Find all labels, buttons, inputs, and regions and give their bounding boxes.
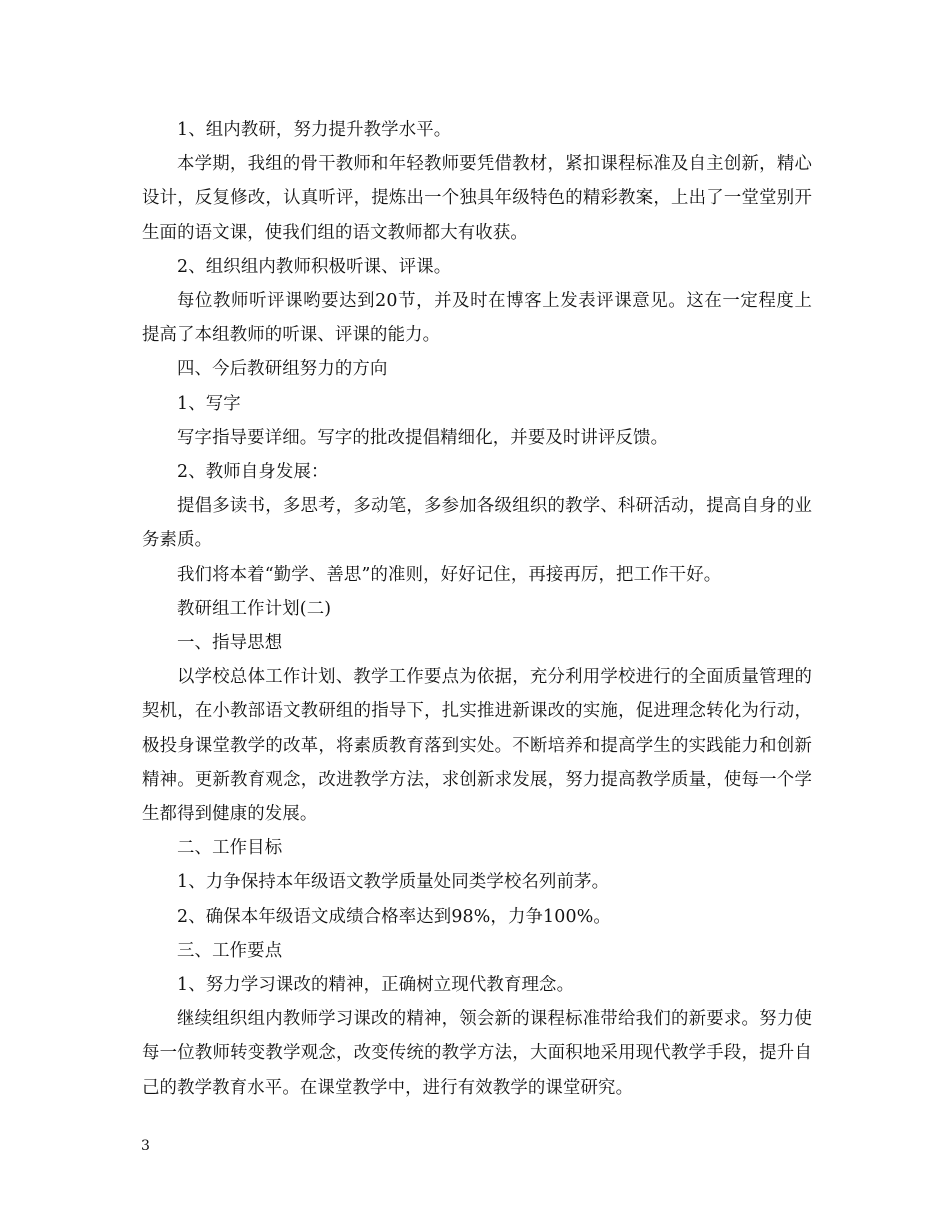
subheading-study-reform: 1、努力学习课改的精神，正确树立现代教育理念。 — [177, 975, 575, 996]
page-number: 3 — [141, 1138, 150, 1154]
subheading-writing: 1、写字 — [177, 393, 241, 414]
paragraph-guiding-ideology: 以学校总体工作计划、教学工作要点为依据，充分利用学校进行的全面质量管理的契机，在小教部语文教研组的指导下，扎实推进新课改的实施，促进理念转化为行动，极投身课堂教学的改革，将素质教育落到实处。不断培养和提高学生的实践能力和创新精神。更新教育观念，改进教学方法，求创新求发展，努力提高教学质量，使每一个学生都得到健康的发展。 — [142, 667, 812, 825]
document-title-plan-two: 教研组工作计划(二) — [177, 598, 332, 619]
paragraph-observation-details: 每位教师听评课哟要达到20节，并及时在博客上发表评课意见。这在一定程度上提高了本组教师的听课、评课的能力。 — [142, 291, 812, 346]
paragraph-closing-statement: 我们将本着“勤学、善思”的准则，好好记住，再接再厉，把工作干好。 — [177, 564, 722, 585]
section-heading-future-direction: 四、今后教研组努力的方向 — [177, 359, 388, 380]
paragraph-study-reform: 继续组织组内教师学习课改的精神，领会新的课程标准带给我们的新要求。努力使每一位教师转变教学观念，改变传统的教学方法，大面积地采用现代教学手段，提升自己的教学教育水平。在课堂教学中，进行有效教学的课堂研究。 — [142, 1009, 812, 1098]
section-heading-guiding-ideology: 一、指导思想 — [177, 633, 283, 654]
paragraph-writing-details: 写字指导要详细。写字的批改提倡精细化，并要及时讲评反馈。 — [177, 427, 669, 448]
goal-item-2: 2、确保本年级语文成绩合格率达到98%，力争100%。 — [177, 906, 611, 927]
goal-item-1: 1、力争保持本年级语文教学质量处同类学校名列前茅。 — [177, 872, 610, 893]
section-heading-work-goals: 二、工作目标 — [177, 838, 283, 859]
paragraph-development-details: 提倡多读书，多思考，多动笔，多参加各级组织的教学、科研活动，提高自身的业务素质。 — [142, 496, 812, 551]
subheading-lesson-observation: 2、组织组内教师积极听课、评课。 — [177, 256, 452, 277]
section-heading-key-points: 三、工作要点 — [177, 940, 283, 961]
paragraph-research-details: 本学期，我组的骨干教师和年轻教师要凭借教材，紧扣课程标准及自主创新，精心设计，反复修改，认真听评，提炼出一个独具年级特色的精彩教案，上出了一堂堂别开生面的语文课，使我们组的语文教师都大有收获。 — [142, 154, 812, 243]
subheading-internal-research: 1、组内教研，努力提升教学水平。 — [177, 120, 452, 140]
subheading-teacher-development: 2、教师自身发展： — [177, 462, 329, 483]
document-body — [142, 113, 812, 1105]
